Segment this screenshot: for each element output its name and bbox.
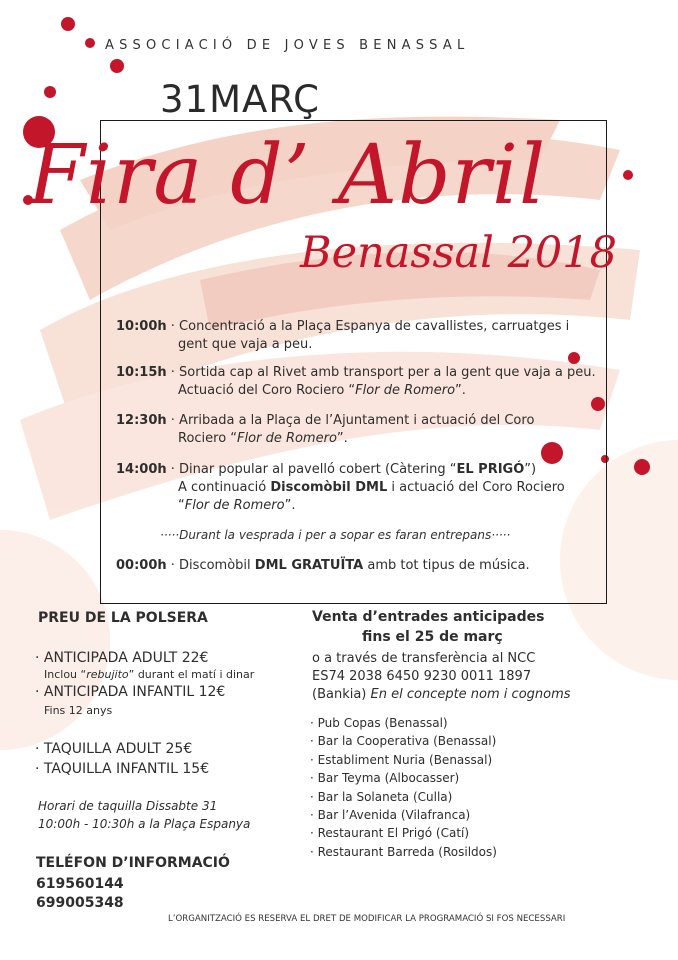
list-item: · Establiment Nuria (Benassal) [310, 752, 493, 767]
list-item: · Bar la Solaneta (Culla) [310, 789, 453, 804]
price-child-advance-note: Fins 12 anys [44, 704, 113, 717]
sales-deadline: fins el 25 de març [362, 629, 503, 645]
dot [85, 38, 95, 48]
prices-heading: PREU DE LA POLSERA [38, 610, 208, 626]
sales-heading: Venta d’entrades anticipades [312, 609, 545, 625]
schedule-item-midnight: 00:00h · Discomòbil DML GRATUÏTA amb tot tipus de música. [116, 558, 530, 573]
sales-bank-note: (Bankia) En el concepte nom i cognoms [312, 687, 571, 702]
list-item: · Bar la Cooperativa (Benassal) [310, 734, 497, 749]
price-child-box: · TAQUILLA INFANTIL 15€ [35, 761, 210, 777]
sales-account-number: ES74 2038 6450 9230 0011 1897 [312, 669, 532, 684]
price-adult-box: · TAQUILLA ADULT 25€ [35, 741, 193, 757]
dot [110, 59, 124, 73]
sales-points-list [310, 714, 497, 861]
schedule-item: 14:00h · Dinar popular al pavelló cobert (Càtering “EL PRIGÓ”) A continuació Discomòbil DML i actuació del Coro Rociero “Flor de Romero”. [116, 462, 565, 513]
price-adult-advance: · ANTICIPADA ADULT 22€ [35, 650, 209, 666]
dot [634, 459, 650, 475]
schedule-item: 12:30h · Arribada a la Plaça de l’Ajuntament i actuació del Coro Rociero “Flor de Romero”. [116, 413, 535, 446]
schedule-time: 10:15h [116, 365, 167, 380]
list-item: · Bar l’Avenida (Vilafranca) [310, 808, 471, 823]
contact-heading: TELÉFON D’INFORMACIÓ [36, 855, 230, 871]
event-title: Fira d’ Abril [28, 128, 547, 223]
price-adult-advance-note: Inclou “rebujito” durant el matí i dinar [44, 668, 255, 681]
price-child-advance: · ANTICIPADA INFANTIL 12€ [35, 684, 226, 700]
event-subtitle: Benassal 2018 [300, 228, 617, 278]
sales-transfer-info: o a través de transferència al NCC [312, 651, 536, 666]
contact-phone: 619560144 [36, 876, 124, 892]
contact-phone: 699005348 [36, 895, 124, 911]
list-item: · Restaurant Barreda (Rosildos) [310, 844, 497, 859]
schedule-time: 14:00h [116, 462, 167, 477]
dot [44, 86, 56, 98]
box-office-hours: Horari de taquilla Dissabte 31 [38, 799, 218, 813]
footer-disclaimer: L’ORGANITZACIÓ ES RESERVA EL DRET DE MODIFICAR LA PROGRAMACIÓ SI FOS NECESSARI [168, 914, 566, 924]
association-name: ASSOCIACIÓ DE JOVES BENASSAL [105, 38, 470, 53]
box-office-hours-detail: 10:00h - 10:30h a la Plaça Espanya [38, 817, 251, 831]
afternoon-note: ·····Durant la vesprada i per a sopar es faran entrepans····· [160, 528, 511, 542]
dot [623, 170, 633, 180]
schedule-time: 00:00h [116, 558, 167, 573]
schedule-item: 10:00h · Concentració a la Plaça Espanya de cavallistes, carruatges i gent que vaja a peu. [116, 319, 570, 352]
event-date: 31MARÇ [160, 78, 321, 121]
dot [61, 17, 75, 31]
list-item: · Pub Copas (Benassal) [310, 716, 448, 730]
schedule-item: 10:15h · Sortida cap al Rivet amb transport per a la gent que vaja a peu. Actuació del Coro Rociero “Flor de Romero”. [116, 365, 596, 398]
list-item: · Bar Teyma (Albocasser) [310, 771, 460, 786]
schedule-time: 10:00h [116, 319, 167, 334]
list-item: · Restaurant El Prigó (Catí) [310, 826, 470, 841]
schedule-time: 12:30h [116, 413, 167, 428]
